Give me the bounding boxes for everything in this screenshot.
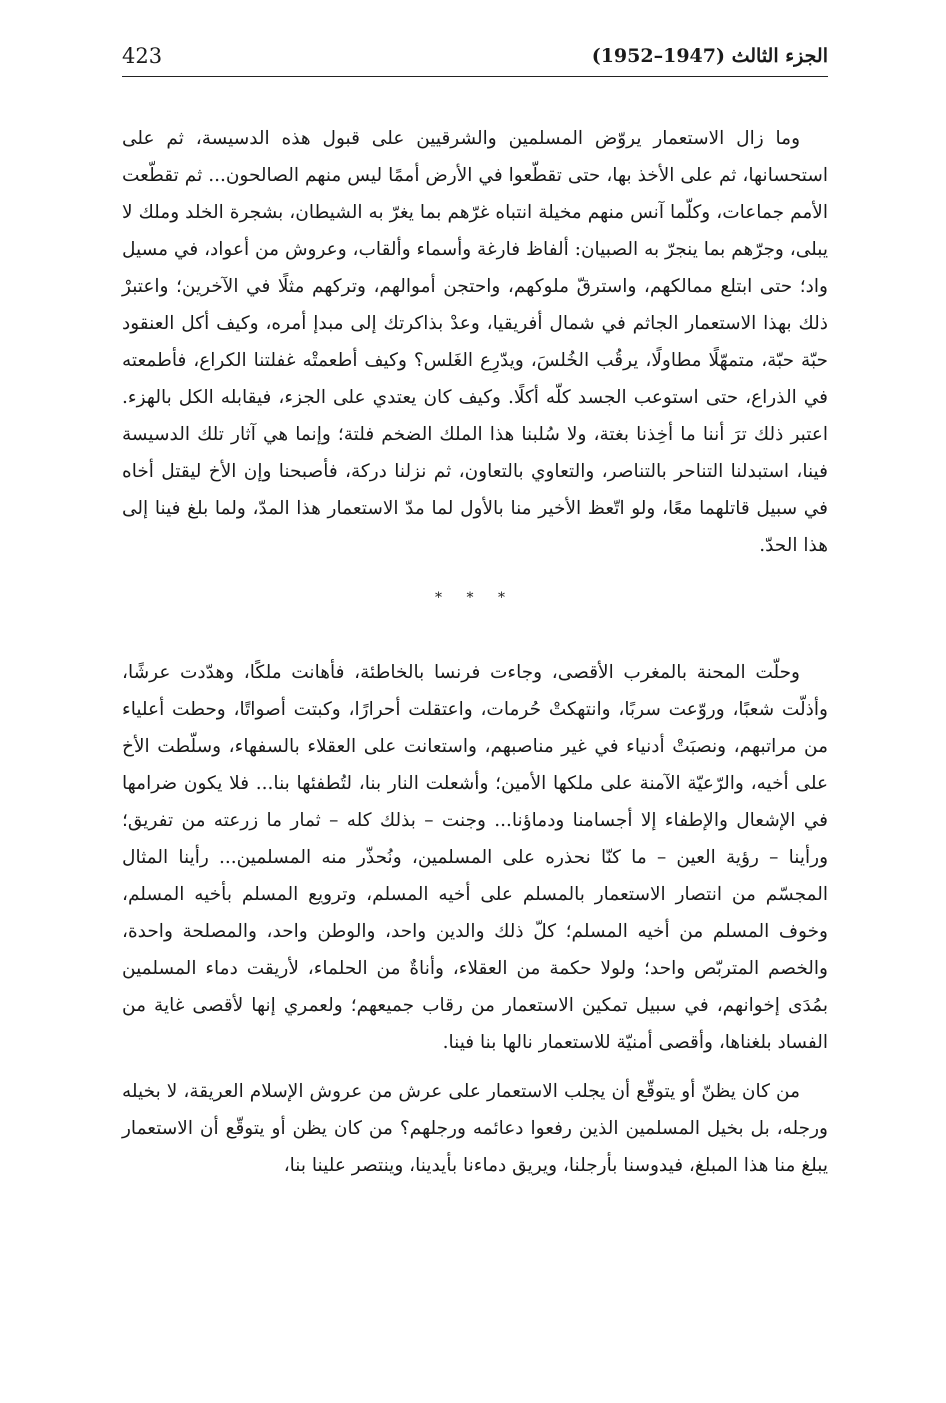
paragraph: من كان يظنّ أو يتوقّع أن يجلب الاستعمار على عرش من عروش الإسلام العريقة، لا بخيله ورجله، بل بخيل المسلمين الذين رفعوا دعائمه ورجلهم؟ من كان يظن أو يتوقّع أن الاستعمار يبلغ منا هذا المبلغ، فيدوسنا بأرجلنا، ويريق دماءنا بأيدينا، وينتصر علينا بنا، xyxy=(122,1081,828,1176)
paragraph: وحلّت المحنة بالمغرب الأقصى، وجاءت فرنسا بالخاطئة، فأهانت ملكًا، وهدّدت عرشًا، وأذلّت شعبًا، وروّعت سربًا، وانتهكتْ حُرمات، واعتقلت أحرارًا، وكبتت أصواتًا، وحطت أعلياء من مراتبهم، ونصبَتْ أدنياء في غير مناصبهم، واستعانت على العقلاء بالسفهاء، وسلّطت الأخ على أخيه، والرّعيّة الآمنة على ملكها الأمين؛ وأشعلت النار بنا، لتُطفئها بنا... فلا يكون ضرامها في الإشعال والإطفاء إلا أجسامنا ودماؤنا... وجنت – بذلك كله – ثمار ما زرعته من تفريق؛ ورأينا – رؤية العين – ما كنّا نحذره على المسلمين، ونُحذّر منه المسلمين... رأينا المثال المجسّم من انتصار الاستعمار بالمسلم على أخيه المسلم، وترويع المسلم بأخيه المسلم، وخوف المسلم من أخيه المسلم؛ كلّ ذلك والدين واحد، والوطن واحد، والمصلحة واحدة، والخصم المتربّص واحد؛ ولولا حكمة من العقلاء، وأناةٌ من الحلماء، لأريقت دماء المسلمين بمُدَى إخوانهم، في سبيل تمكين الاستعمار من رقاب جميعهم؛ ولعمري إنها لأقصى غاية من الفساد بلغناها، وأقصى أمنيّة للاستعمار نالها بنا فينا. xyxy=(122,662,828,1053)
main-text xyxy=(122,120,828,1184)
paragraph: وما زال الاستعمار يروّض المسلمين والشرقيين على قبول هذه الدسيسة، ثم على استحسانها، ثم على الأخذ بها، حتى تقطّعوا في الأرض أممًا ليس منهم الصالحون... ثم تقطّعت الأمم جماعات، وكلّما آنس منهم مخيلة انتباه غرّهم بما يغرّ به الشيطان، بشجرة الخلد وملك لا يبلى، وجرّهم بما ينجرّ به الصبيان: ألفاظ فارغة وأسماء وألقاب، وعروش من أعواد، في مسيل واد؛ حتى ابتلع ممالكهم، واسترقّ ملوكهم، واحتجن أموالهم، وتركهم مثلًا في الآخرين؛ واعتبرْ ذلك بهذا الاستعمار الجاثم في شمال أفريقيا، وعدْ بذاكرتك إلى مبدإ أمره، وكيف أكل العنقود حبّة حبّة، متمهّلًا مطاولًا، يرقُب الخُلسَ، ويدّرِع الغَلس؟ وكيف أطعمتْه غفلتنا الكراع، فأطمعته في الذراع، حتى استوعب الجسد كلّه أكلًا. وكيف كان يعتدي على الجزء، فيقابله الكل بالهزء. اعتبر ذلك ترَ أننا ما أخِذنا بغتة، ولا سُلبنا هذا الملك الضخم فلتة؛ وإنما هي آثار تلك الدسيسة فينا، استبدلنا التناحر بالتناصر، والتعاوي بالتعاون، ثم نزلنا دركة، فأصبحنا وإن الأخ ليقتل أخاه في سبيل قاتلهما معًا، ولو اتّعظ الأخير منا بالأول لما مدّ الاستعمار هذا المدّ، ولما بلغ فينا إلى هذا الحدّ. xyxy=(122,128,828,556)
running-title: الجزء الثالث (1947–1952) xyxy=(591,45,828,67)
paragraph-gap xyxy=(122,1061,828,1073)
section-separator: * * * xyxy=(435,590,515,606)
running-header xyxy=(122,36,828,77)
page-number: 423 xyxy=(122,44,163,68)
